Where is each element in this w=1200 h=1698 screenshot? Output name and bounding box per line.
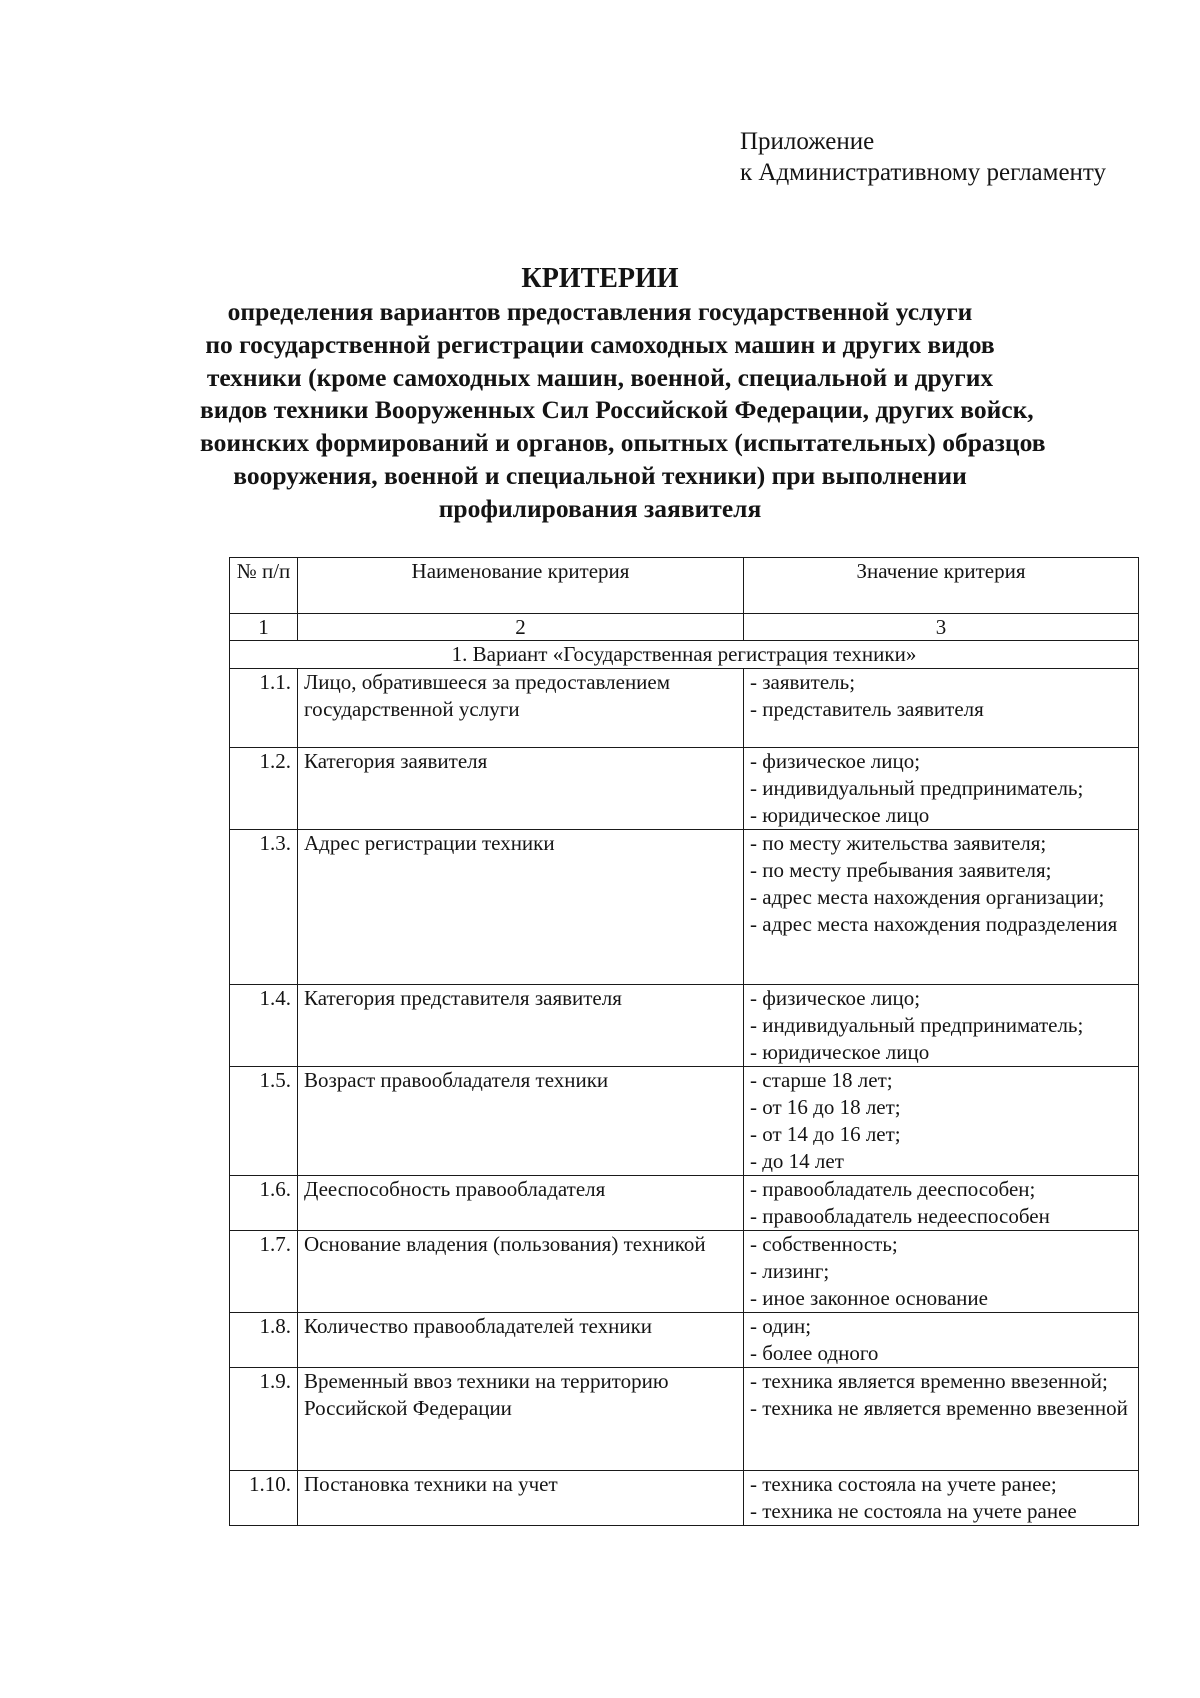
criterion-value: - более одного bbox=[750, 1341, 879, 1365]
section-row bbox=[230, 641, 1139, 669]
criterion-values bbox=[744, 669, 1139, 748]
table-header-row bbox=[230, 558, 1139, 614]
criterion-value: - по месту пребывания заявителя; bbox=[750, 858, 1052, 882]
criterion-value: - собственность; bbox=[750, 1232, 898, 1256]
row-number: 1.4. bbox=[230, 985, 298, 1067]
title-subtitle bbox=[200, 296, 1046, 526]
criterion-value: - техника не состояла на учете ранее bbox=[750, 1499, 1077, 1523]
criterion-name: Категория представителя заявителя bbox=[298, 985, 744, 1067]
row-number: 1.2. bbox=[230, 748, 298, 830]
header-num: № п/п bbox=[230, 558, 298, 614]
criterion-value: - адрес места нахождения организации; bbox=[750, 885, 1105, 909]
criterion-name: Категория заявителя bbox=[298, 748, 744, 830]
criterion-value: - физическое лицо; bbox=[750, 749, 921, 773]
criterion-value: - от 16 до 18 лет; bbox=[750, 1095, 901, 1119]
appendix-line-2: к Административному регламенту bbox=[740, 159, 1107, 186]
criterion-value: - юридическое лицо bbox=[750, 1040, 930, 1064]
title-line: вооружения, военной и специальной техники) при выполнении bbox=[233, 460, 967, 490]
criterion-name: Постановка техники на учет bbox=[298, 1471, 744, 1526]
column-number-2: 2 bbox=[298, 614, 744, 641]
criterion-value: - старше 18 лет; bbox=[750, 1068, 893, 1092]
criterion-name: Дееспособность правообладателя bbox=[298, 1176, 744, 1231]
criterion-values bbox=[744, 1176, 1139, 1231]
criterion-value: - заявитель; bbox=[750, 670, 856, 694]
row-number: 1.1. bbox=[230, 669, 298, 748]
column-number-1: 1 bbox=[230, 614, 298, 641]
header-name: Наименование критерия bbox=[298, 558, 744, 614]
table-row bbox=[230, 830, 1139, 985]
table-row bbox=[230, 1368, 1139, 1471]
row-number: 1.8. bbox=[230, 1313, 298, 1368]
criterion-values bbox=[744, 985, 1139, 1067]
title-main: КРИТЕРИИ bbox=[521, 263, 679, 294]
criteria-table bbox=[229, 557, 1139, 1526]
section-title: 1. Вариант «Государственная регистрация техники» bbox=[230, 641, 1139, 669]
criterion-value: - индивидуальный предприниматель; bbox=[750, 1013, 1084, 1037]
title-line: по государственной регистрации самоходных машин и других видов bbox=[205, 329, 995, 359]
criterion-value: - физическое лицо; bbox=[750, 986, 921, 1010]
criterion-value: - один; bbox=[750, 1314, 812, 1338]
column-number-row bbox=[230, 614, 1139, 641]
criterion-value: - техника является временно ввезенной; bbox=[750, 1369, 1108, 1393]
criterion-name: Адрес регистрации техники bbox=[298, 830, 744, 985]
appendix-note bbox=[740, 126, 1106, 188]
table-row bbox=[230, 669, 1139, 748]
row-number: 1.7. bbox=[230, 1231, 298, 1313]
criterion-value: - лизинг; bbox=[750, 1259, 830, 1283]
criterion-value: - до 14 лет bbox=[750, 1149, 844, 1173]
criterion-name: Временный ввоз техники на территорию Российской Федерации bbox=[298, 1368, 744, 1471]
appendix-line-1: Приложение bbox=[740, 128, 875, 155]
criterion-value: - адрес места нахождения подразделения bbox=[750, 912, 1118, 936]
criterion-name: Лицо, обратившееся за предоставлением государственной услуги bbox=[298, 669, 744, 748]
criterion-values bbox=[744, 1313, 1139, 1368]
title-line: определения вариантов предоставления государственной услуги bbox=[227, 297, 973, 326]
criterion-value: - техника состояла на учете ранее; bbox=[750, 1472, 1057, 1496]
table-row bbox=[230, 1313, 1139, 1368]
table-row bbox=[230, 1176, 1139, 1231]
table-row bbox=[230, 1231, 1139, 1313]
criterion-values bbox=[744, 830, 1139, 985]
criterion-name: Количество правообладателей техники bbox=[298, 1313, 744, 1368]
row-number: 1.6. bbox=[230, 1176, 298, 1231]
criterion-name: Возраст правообладателя техники bbox=[298, 1067, 744, 1176]
table-row bbox=[230, 985, 1139, 1067]
row-number: 1.9. bbox=[230, 1368, 298, 1471]
criterion-values bbox=[744, 1067, 1139, 1176]
criterion-values bbox=[744, 1368, 1139, 1471]
criterion-value: - техника не является временно ввезенной bbox=[750, 1396, 1128, 1420]
criterion-value: - правообладатель дееспособен; bbox=[750, 1177, 1036, 1201]
row-number: 1.5. bbox=[230, 1067, 298, 1176]
criterion-values bbox=[744, 1471, 1139, 1526]
title-line: профилирования заявителя bbox=[438, 493, 762, 523]
column-number-3: 3 bbox=[744, 614, 1139, 641]
criterion-values bbox=[744, 748, 1139, 830]
table-row bbox=[230, 1471, 1139, 1526]
criterion-value: - от 14 до 16 лет; bbox=[750, 1122, 901, 1146]
header-value: Значение критерия bbox=[744, 558, 1139, 614]
criterion-values bbox=[744, 1231, 1139, 1313]
title-line: видов техники Вооруженных Сил Российской Федерации, других войск, bbox=[200, 395, 1034, 425]
criterion-value: - индивидуальный предприниматель; bbox=[750, 776, 1084, 800]
row-number: 1.10. bbox=[230, 1471, 298, 1526]
criterion-value: - иное законное основание bbox=[750, 1286, 988, 1310]
criterion-name: Основание владения (пользования) техникой bbox=[298, 1231, 744, 1313]
criterion-value: - представитель заявителя bbox=[750, 697, 984, 721]
title-line: техники (кроме самоходных машин, военной, специальной и других bbox=[206, 362, 994, 392]
criterion-value: - юридическое лицо bbox=[750, 803, 930, 827]
row-number: 1.3. bbox=[230, 830, 298, 985]
title-line: воинских формирований и органов, опытных (испытательных) образцов bbox=[200, 428, 1046, 458]
criterion-value: - правообладатель недееспособен bbox=[750, 1204, 1050, 1228]
criterion-value: - по месту жительства заявителя; bbox=[750, 831, 1047, 855]
document-title bbox=[200, 262, 1046, 526]
table-row bbox=[230, 1067, 1139, 1176]
table-row bbox=[230, 748, 1139, 830]
